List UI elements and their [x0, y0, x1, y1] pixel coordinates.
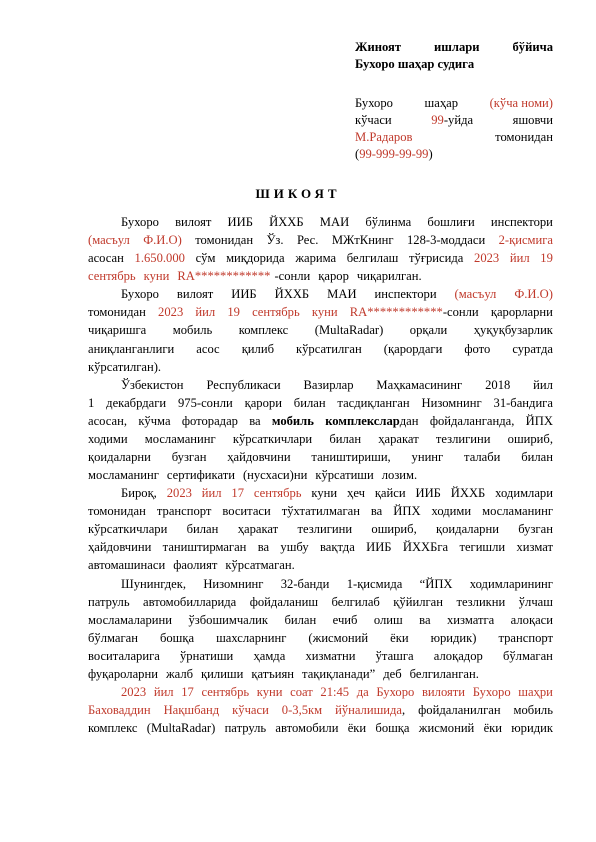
body-word: ошириб,	[371, 522, 417, 537]
court-word: Жиноят	[355, 40, 402, 54]
body-word: қарор	[318, 269, 349, 284]
body-word: суратда	[512, 341, 553, 356]
body-line	[88, 340, 553, 358]
body-word: кўрсатилган).	[88, 359, 162, 374]
body-line	[88, 665, 553, 683]
body-line	[88, 321, 553, 339]
body-word: 17	[181, 685, 194, 700]
court-line-2	[355, 56, 553, 73]
body-word: алоқаси	[510, 612, 553, 627]
body-word: ва	[370, 504, 383, 519]
body-line	[88, 520, 553, 538]
body-word: томонидан	[88, 504, 146, 519]
body-word: тўхтатилмаган	[281, 504, 360, 519]
body-word: комплекс	[238, 323, 289, 338]
body-word: транспорт	[156, 504, 212, 519]
body-word: мосламанинг	[482, 504, 553, 519]
body-word: 2018	[485, 377, 511, 392]
body-word: хизматга	[446, 612, 495, 627]
body-word: жарима	[295, 251, 337, 266]
body-word: бошқа	[375, 721, 410, 736]
body-word: декабрдаги	[106, 395, 167, 410]
body-word: олиш	[373, 612, 403, 627]
body-line	[88, 629, 553, 647]
body-word: билан	[186, 522, 219, 537]
body-word: да	[356, 685, 369, 700]
body-word: соат	[290, 685, 313, 700]
body-word: мосламанинг	[88, 468, 159, 483]
body-word: шаҳри	[518, 685, 553, 700]
body-word: Вазирлар	[303, 377, 354, 392]
body-word: ЙПХ	[525, 413, 553, 428]
plaintiff-name: М.Радаров	[355, 130, 413, 144]
body-word: тасдиқланган	[337, 395, 410, 410]
body-word: ЙХХБ	[274, 287, 310, 302]
body-word: бўлмаган	[502, 648, 553, 663]
body-word: белгилаб	[331, 594, 380, 609]
body-word: комплекс	[88, 721, 138, 736]
body-line	[88, 285, 553, 303]
body-word: фойдаланилган	[418, 703, 501, 718]
body-word: 2023	[474, 251, 500, 266]
body-word: қарори	[244, 395, 282, 410]
body-word: (масъул	[88, 233, 130, 248]
document-title: ШИКОЯТ	[255, 186, 341, 201]
body-word: йил	[201, 486, 222, 501]
body-word: тезлигини	[435, 431, 491, 446]
body-line	[88, 448, 553, 466]
body-word: ходими	[431, 504, 472, 519]
body-word: кўрсатмаган.	[225, 558, 295, 573]
body-word: бошлиғи	[427, 215, 475, 229]
body-word: Ўз.	[266, 233, 284, 248]
body-word: мобиль	[271, 413, 314, 428]
body-word: сентябрь	[88, 269, 136, 284]
body-word: 1	[88, 395, 95, 410]
body-word: патруль	[224, 721, 267, 736]
body-line	[88, 376, 553, 394]
body-word: фото	[464, 341, 491, 356]
body-word: ҳайдовчини	[88, 540, 152, 555]
body-line	[88, 394, 553, 412]
body-word: 2-қисмига	[498, 233, 553, 248]
body-word: кўрсаткичлари	[88, 522, 168, 537]
body-word: Ўзбекистон	[121, 377, 184, 392]
body-word: унинг	[411, 450, 444, 465]
body-line	[88, 231, 553, 249]
body-word: 31-бандига	[493, 395, 553, 410]
body-word: ўташга	[375, 648, 414, 663]
body-word: тегишли	[459, 540, 506, 555]
body-word: фойдаланганда,	[429, 413, 515, 428]
body-word: хизмат	[516, 540, 553, 555]
body-word: кўчаси	[232, 703, 269, 718]
body-line	[88, 484, 553, 502]
body-word: Низомнинг	[421, 395, 482, 410]
body-word: ҳамда	[253, 648, 286, 663]
body-word: фаолият	[173, 558, 218, 573]
body-word: билан	[284, 612, 317, 627]
body-word: йўналишида,	[335, 703, 406, 718]
court-word: бўйича	[512, 40, 553, 54]
body-line	[88, 213, 553, 231]
body-word: қилиши	[201, 666, 244, 681]
body-word: МЖтКнинг	[331, 233, 394, 248]
body-word: тезликни	[456, 594, 506, 609]
body-word: ўзбошимчалик	[188, 612, 269, 627]
body-word: ошириб,	[507, 431, 553, 446]
plaintiff-word: Бухоро	[355, 96, 393, 110]
body-word: 19	[540, 251, 553, 266]
body-word: миқдорида	[226, 251, 285, 266]
body-word: йил	[533, 377, 553, 392]
body-word: қилиб	[241, 341, 274, 356]
body-word: фоторадар	[181, 413, 238, 428]
court-word: ишлари	[434, 40, 480, 54]
plaintiff-word: томонидан	[495, 130, 553, 144]
body-word: 32-банди	[280, 576, 330, 591]
body-word: тезлигини	[297, 522, 353, 537]
body-word: куни	[256, 685, 283, 700]
body-word: Маҳкамасининг	[376, 377, 463, 392]
body-word: 19	[227, 305, 240, 320]
body-word: белгилаш	[346, 251, 399, 266]
body-word: ва	[249, 413, 261, 428]
body-word: (MultaRadar)	[146, 721, 216, 736]
body-word: ходими	[88, 431, 128, 446]
body-word: 21:45	[320, 685, 350, 700]
body-word: ИИБ	[231, 287, 257, 302]
body-word: ёки	[483, 721, 503, 736]
body-word: МАИ	[319, 215, 350, 229]
body-word: Низомнинг	[203, 576, 264, 591]
body-word: қайси	[374, 486, 406, 501]
body-word: ЙХХБга	[402, 540, 449, 555]
body-word: куни	[143, 269, 170, 284]
body-word: инспектори	[490, 215, 553, 229]
body-word: мобиль	[172, 323, 213, 338]
body-word: МАИ	[327, 287, 357, 302]
body-word: ва	[419, 612, 431, 627]
body-word: ўлчаш	[518, 594, 553, 609]
body-word: томонидан	[195, 233, 254, 248]
body-word: 17	[231, 486, 245, 501]
body-word: қатъиян	[251, 666, 295, 681]
body-word: ИИБ	[227, 215, 253, 229]
body-word: ҳуқуқбузарлик	[473, 323, 553, 338]
body-word: сўм	[195, 251, 216, 266]
body-line	[88, 430, 553, 448]
body-word: ечиб	[332, 612, 358, 627]
body-word: транспорт	[498, 630, 553, 645]
body-word: алоқадор	[433, 648, 483, 663]
body-word: инспектори	[374, 287, 437, 302]
body-word: фуқароларни	[88, 666, 158, 681]
body-word: вилоят	[176, 287, 214, 302]
body-word: патруль	[88, 594, 130, 609]
body-word: хизматни	[305, 648, 356, 663]
body-word: (қарордаги	[383, 341, 443, 356]
body-word: бузган	[171, 450, 207, 465]
body-word: ходимлари	[495, 486, 553, 501]
plaintiff-house: 99-уйда	[431, 113, 474, 127]
body-word: тақиқланади”	[302, 666, 376, 681]
body-word: (MultaRadar)	[314, 323, 384, 338]
body-word: вилояти	[421, 685, 466, 700]
body-line	[88, 267, 553, 285]
body-line	[88, 538, 553, 556]
plaintiff-street-placeholder: (кўча номи)	[489, 96, 553, 110]
body-word: ҳаракат	[237, 522, 279, 537]
body-word: (жисмоний	[308, 630, 369, 645]
body-word: RA************ -сонли	[177, 269, 311, 284]
body-word: тўғрисида	[409, 251, 464, 266]
body-word: қоидаларни	[436, 522, 499, 537]
body-line	[88, 719, 553, 737]
body-word: ҳаракат	[378, 431, 419, 446]
body-word: Бухоро	[121, 215, 159, 229]
body-word: мосламанинг	[144, 431, 216, 446]
body-line	[88, 647, 553, 665]
body-word: чиқарилган.	[356, 269, 422, 284]
body-line	[88, 358, 553, 376]
body-word: сентябрь	[253, 486, 302, 501]
body-word: кўрсатиши	[315, 468, 374, 483]
body-word: ЙХХБ	[450, 486, 486, 501]
body-word: Бухоро	[472, 685, 511, 700]
body-word: асос	[196, 341, 220, 356]
body-word: мосламаларини	[88, 612, 173, 627]
body-word: бузган	[518, 522, 553, 537]
body-word: томонидан	[88, 305, 146, 320]
body-word: асосан,	[88, 413, 128, 428]
body-word: куни	[311, 305, 338, 320]
plaintiff-line-4	[355, 146, 553, 163]
body-word: бўлинма	[365, 215, 412, 229]
body-word: қўйилган	[393, 594, 443, 609]
body-word: автомобили	[275, 721, 339, 736]
body-word: жалб	[165, 666, 194, 681]
body-word: Баховаддин	[88, 703, 151, 718]
body-line	[88, 412, 553, 430]
body-word: аниқланганлиги	[88, 341, 175, 356]
court-line-1	[355, 39, 553, 56]
body-word: таништирмаган	[162, 540, 247, 555]
plaintiff-line-2	[355, 112, 553, 129]
body-word: Нақшбанд	[163, 703, 220, 718]
body-word: вилоят	[175, 215, 212, 229]
body-word: 0-3,5км	[281, 703, 323, 718]
body-word: билан	[293, 395, 326, 410]
body-line	[88, 303, 553, 321]
complaint-body	[88, 213, 553, 737]
body-word: таништириши,	[311, 450, 391, 465]
body-word: “ЙПХ	[419, 576, 453, 591]
body-word: белгиланган.	[409, 666, 479, 681]
body-word: 2023	[166, 486, 192, 501]
body-word: 1.650.000	[134, 251, 185, 266]
court-addressee	[355, 39, 553, 73]
body-word: сертификати	[166, 468, 235, 483]
body-word: комплекслардан	[325, 413, 419, 428]
body-word: лозим.	[381, 468, 418, 483]
body-word: воситаларига	[88, 648, 160, 663]
body-word: йил	[195, 305, 216, 320]
body-word: юридик	[511, 721, 553, 736]
body-word: (масъул	[454, 287, 497, 302]
body-word: (нусхаси)ни	[242, 468, 308, 483]
body-word: RA************-сонли	[349, 305, 479, 320]
body-word: воситаси	[222, 504, 271, 519]
body-word: вақтда	[319, 540, 355, 555]
body-word: Ф.И.О)	[143, 233, 182, 248]
body-word: Республикаси	[206, 377, 281, 392]
plaintiff-line-3	[355, 129, 553, 146]
body-word: сентябрь	[201, 685, 250, 700]
body-word: кўчма	[138, 413, 171, 428]
body-line	[88, 593, 553, 611]
body-word: фойдаланиш	[249, 594, 319, 609]
body-word: автомобилларида	[143, 594, 237, 609]
body-word: жисмоний	[418, 721, 475, 736]
plaintiff-word: яшовчи	[512, 113, 553, 127]
body-word: ИИБ	[415, 486, 441, 501]
body-word: бўлмаган	[88, 630, 138, 645]
plaintiff-line-1	[355, 95, 553, 112]
body-word: ИИБ	[366, 540, 392, 555]
body-word: автомашинаси	[88, 558, 166, 573]
body-line	[88, 575, 553, 593]
plaintiff-block	[355, 95, 553, 163]
body-word: йил	[509, 251, 530, 266]
body-word: асосан	[88, 251, 124, 266]
body-word: бошқа	[159, 630, 195, 645]
body-word: талаби	[464, 450, 501, 465]
body-word: ва	[257, 540, 270, 555]
body-word: мобиль	[513, 703, 553, 718]
body-word: чиқаришга	[88, 323, 147, 338]
body-word: кўрсатилган	[296, 341, 362, 356]
court-name: Бухоро шаҳар судига	[355, 57, 475, 71]
body-word: Рес.	[296, 233, 319, 248]
body-word: шахсларнинг	[216, 630, 287, 645]
body-word: ҳеч	[347, 486, 365, 501]
body-word: ходимларининг	[469, 576, 553, 591]
body-word: ҳайдовчини	[227, 450, 291, 465]
plaintiff-word: кўчаси	[355, 113, 392, 127]
body-word: билан	[521, 450, 553, 465]
body-line	[88, 502, 553, 520]
body-word: билан	[329, 431, 362, 446]
body-word: қарорларни	[490, 305, 553, 320]
body-word: ушбу	[280, 540, 309, 555]
body-word: ёки	[347, 721, 367, 736]
body-word: ёки	[390, 630, 409, 645]
body-word: Ф.И.О)	[514, 287, 553, 302]
body-word: 128-3-моддаси	[406, 233, 486, 248]
body-word: қоидаларни	[88, 450, 151, 465]
body-word: 975-сонли	[177, 395, 233, 410]
body-line	[88, 611, 553, 629]
body-word: Бухоро	[376, 685, 415, 700]
body-word: деб	[383, 666, 402, 681]
body-line	[88, 683, 553, 701]
body-line	[88, 249, 553, 267]
body-word: 2023	[121, 685, 147, 700]
body-line	[88, 556, 553, 574]
body-word: Шунингдек,	[121, 576, 187, 591]
body-word: ўрнатиши	[180, 648, 234, 663]
body-word: ЙПХ	[393, 504, 421, 519]
body-line	[88, 701, 553, 719]
body-word: йил	[153, 685, 174, 700]
body-word: ЙХХБ	[269, 215, 304, 229]
body-word: сентябрь	[252, 305, 300, 320]
body-word: Бухоро	[121, 287, 159, 302]
body-word: орқали	[409, 323, 448, 338]
body-word: куни	[311, 486, 338, 501]
body-word: 2023	[158, 305, 184, 320]
body-word: юридик)	[430, 630, 477, 645]
body-word: Бироқ,	[121, 486, 157, 501]
plaintiff-phone: (99-999-99-99)	[355, 147, 433, 161]
body-word: кўрсаткичлари	[232, 431, 313, 446]
body-word: 1-қисмида	[346, 576, 403, 591]
plaintiff-word: шаҳар	[424, 96, 459, 110]
body-line	[88, 466, 553, 484]
